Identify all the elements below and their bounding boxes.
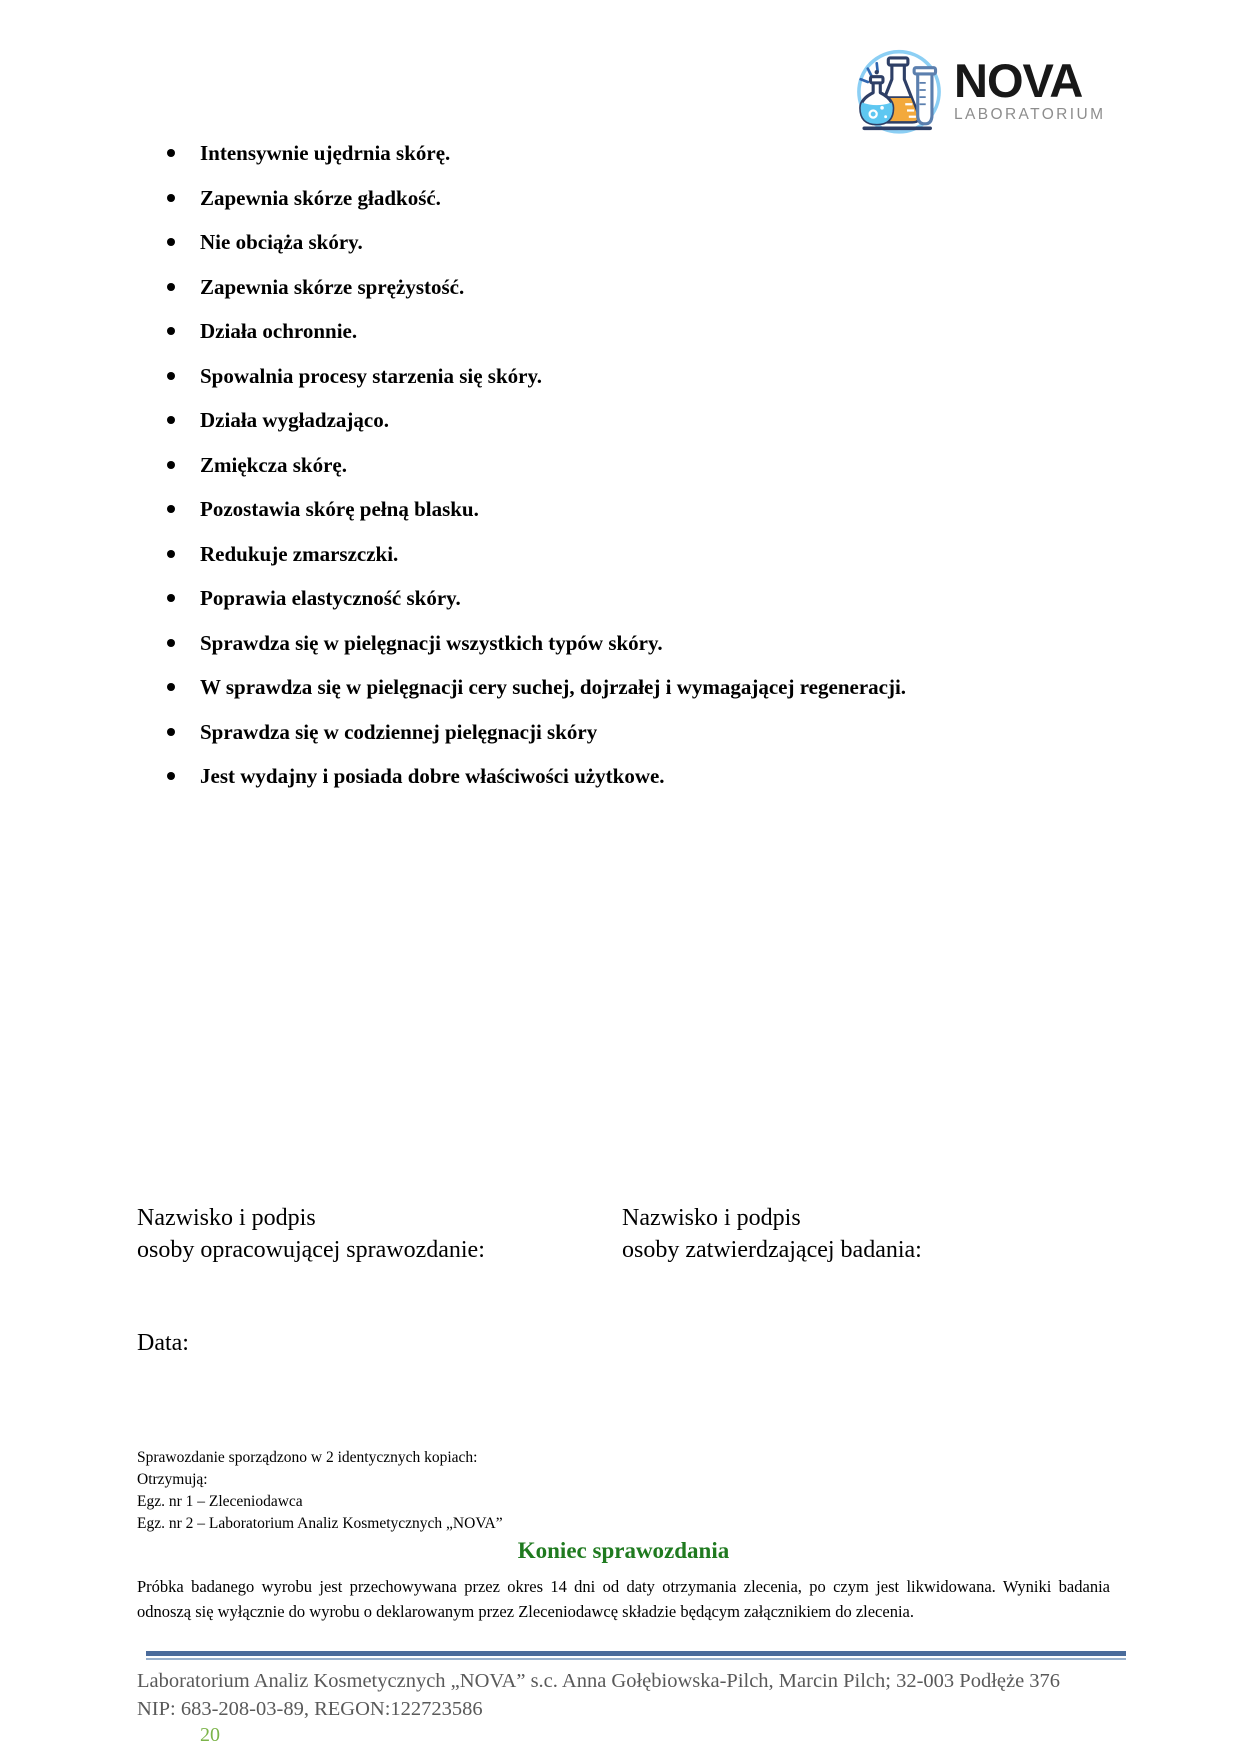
benefit-text: Zapewnia skórze sprężystość. (200, 274, 465, 299)
bullet-dot-icon (167, 461, 175, 469)
copies-note-line: Otrzymują: (137, 1471, 208, 1488)
signature-approver-line1: Nazwisko i podpis (622, 1205, 801, 1231)
logo-subtitle: LABORATORIUM (954, 106, 1106, 124)
bullet-dot-icon (167, 372, 175, 380)
copies-note-line: Sprawozdanie sporządzono w 2 identycznych kopiach: (137, 1449, 478, 1466)
benefit-item (167, 364, 1141, 389)
benefit-item (167, 230, 1141, 255)
logo-wordmark: NOVA (954, 54, 1083, 108)
bullet-dot-icon (167, 327, 175, 335)
copies-note (137, 1447, 503, 1535)
benefit-text: Działa wygładzająco. (200, 408, 389, 432)
benefit-text: W sprawdza się w pielęgnacji cery suchej, dojrzałej i wymagającej regeneracji. (200, 675, 907, 699)
signature-approver-line2: osoby zatwierdzającej badania: (622, 1237, 922, 1263)
bullet-dot-icon (167, 149, 175, 157)
disclaimer-paragraph: Próbka badanego wyrobu jest przechowywana przez okres 14 dni od daty otrzymania zlecenia, po czym jest likwidowana. Wyniki badania odnoszą się wyłącznie do wyrobu o deklarowanym przez Zleceniodawcę składzie będącym załącznikiem do zlecenia. (137, 1577, 1110, 1621)
benefit-item (167, 186, 1141, 211)
page-number: 20 (200, 1724, 220, 1746)
bullet-dot-icon (167, 683, 175, 691)
benefit-item (167, 497, 1141, 522)
page-footer (137, 1668, 1137, 1747)
benefit-item (167, 720, 1141, 745)
benefit-text: Intensywnie ujędrnia skórę. (200, 141, 451, 165)
benefit-item (167, 586, 1141, 611)
benefit-item (167, 542, 1141, 567)
benefit-text: Spowalnia procesy starzenia się skóry. (200, 363, 543, 388)
bullet-dot-icon (167, 283, 175, 291)
benefit-item (167, 408, 1141, 433)
signature-author-line1: Nazwisko i podpis (137, 1205, 316, 1231)
benefit-text: Poprawia elastyczność skóry. (200, 586, 461, 610)
benefit-text: Zapewnia skórze gładkość. (200, 185, 441, 210)
bullet-dot-icon (167, 416, 175, 424)
bullet-dot-icon (167, 639, 175, 647)
benefit-item (167, 453, 1141, 478)
benefit-text: Sprawdza się w pielęgnacji wszystkich typów skóry. (200, 630, 663, 655)
benefit-text: Działa ochronnie. (200, 319, 358, 343)
benefit-text: Zmiękcza skórę. (200, 452, 347, 477)
logo-text (954, 54, 1106, 124)
copies-note-line: Egz. nr 1 – Zleceniodawca (137, 1493, 303, 1510)
bullet-dot-icon (167, 550, 175, 558)
benefit-text: Nie obciąża skóry. (200, 230, 363, 254)
end-of-report-heading: Koniec sprawozdania (517, 1538, 730, 1563)
benefit-item (167, 141, 1141, 166)
benefit-item (167, 764, 1141, 789)
benefit-text: Redukuje zmarszczki. (200, 541, 399, 566)
footer-rule (146, 1651, 1126, 1660)
signature-author-line2: osoby opracowującej sprawozdanie: (137, 1237, 485, 1263)
signature-block-author (137, 1202, 485, 1266)
signature-block-approver (622, 1202, 922, 1266)
benefit-item (167, 275, 1141, 300)
bullet-dot-icon (167, 194, 175, 202)
bullet-dot-icon (167, 594, 175, 602)
copies-note-line: Egz. nr 2 – Laboratorium Analiz Kosmetycznych „NOVA” (137, 1515, 503, 1532)
bullet-dot-icon (167, 505, 175, 513)
footer-address-line: Laboratorium Analiz Kosmetycznych „NOVA” s.c. Anna Gołębiowska-Pilch, Marcin Pilch; 32-003 Podłęże 376 (137, 1670, 1061, 1692)
nova-logo (850, 44, 1105, 136)
benefits-list (167, 141, 1141, 809)
footer-tax-ids-line: NIP: 683-208-03-89, REGON:122723586 (137, 1697, 483, 1720)
bullet-dot-icon (167, 728, 175, 736)
lab-flasks-icon (850, 44, 948, 136)
benefit-item (167, 319, 1141, 344)
bullet-dot-icon (167, 238, 175, 246)
benefit-item (167, 675, 1141, 700)
bullet-dot-icon (167, 772, 175, 780)
benefit-text: Pozostawia skórę pełną blasku. (200, 497, 479, 521)
benefit-item (167, 631, 1141, 656)
benefit-text: Jest wydajny i posiada dobre właściwości użytkowe. (200, 764, 665, 788)
date-label: Data: (137, 1330, 189, 1356)
benefit-text: Sprawdza się w codziennej pielęgnacji skóry (200, 719, 598, 744)
